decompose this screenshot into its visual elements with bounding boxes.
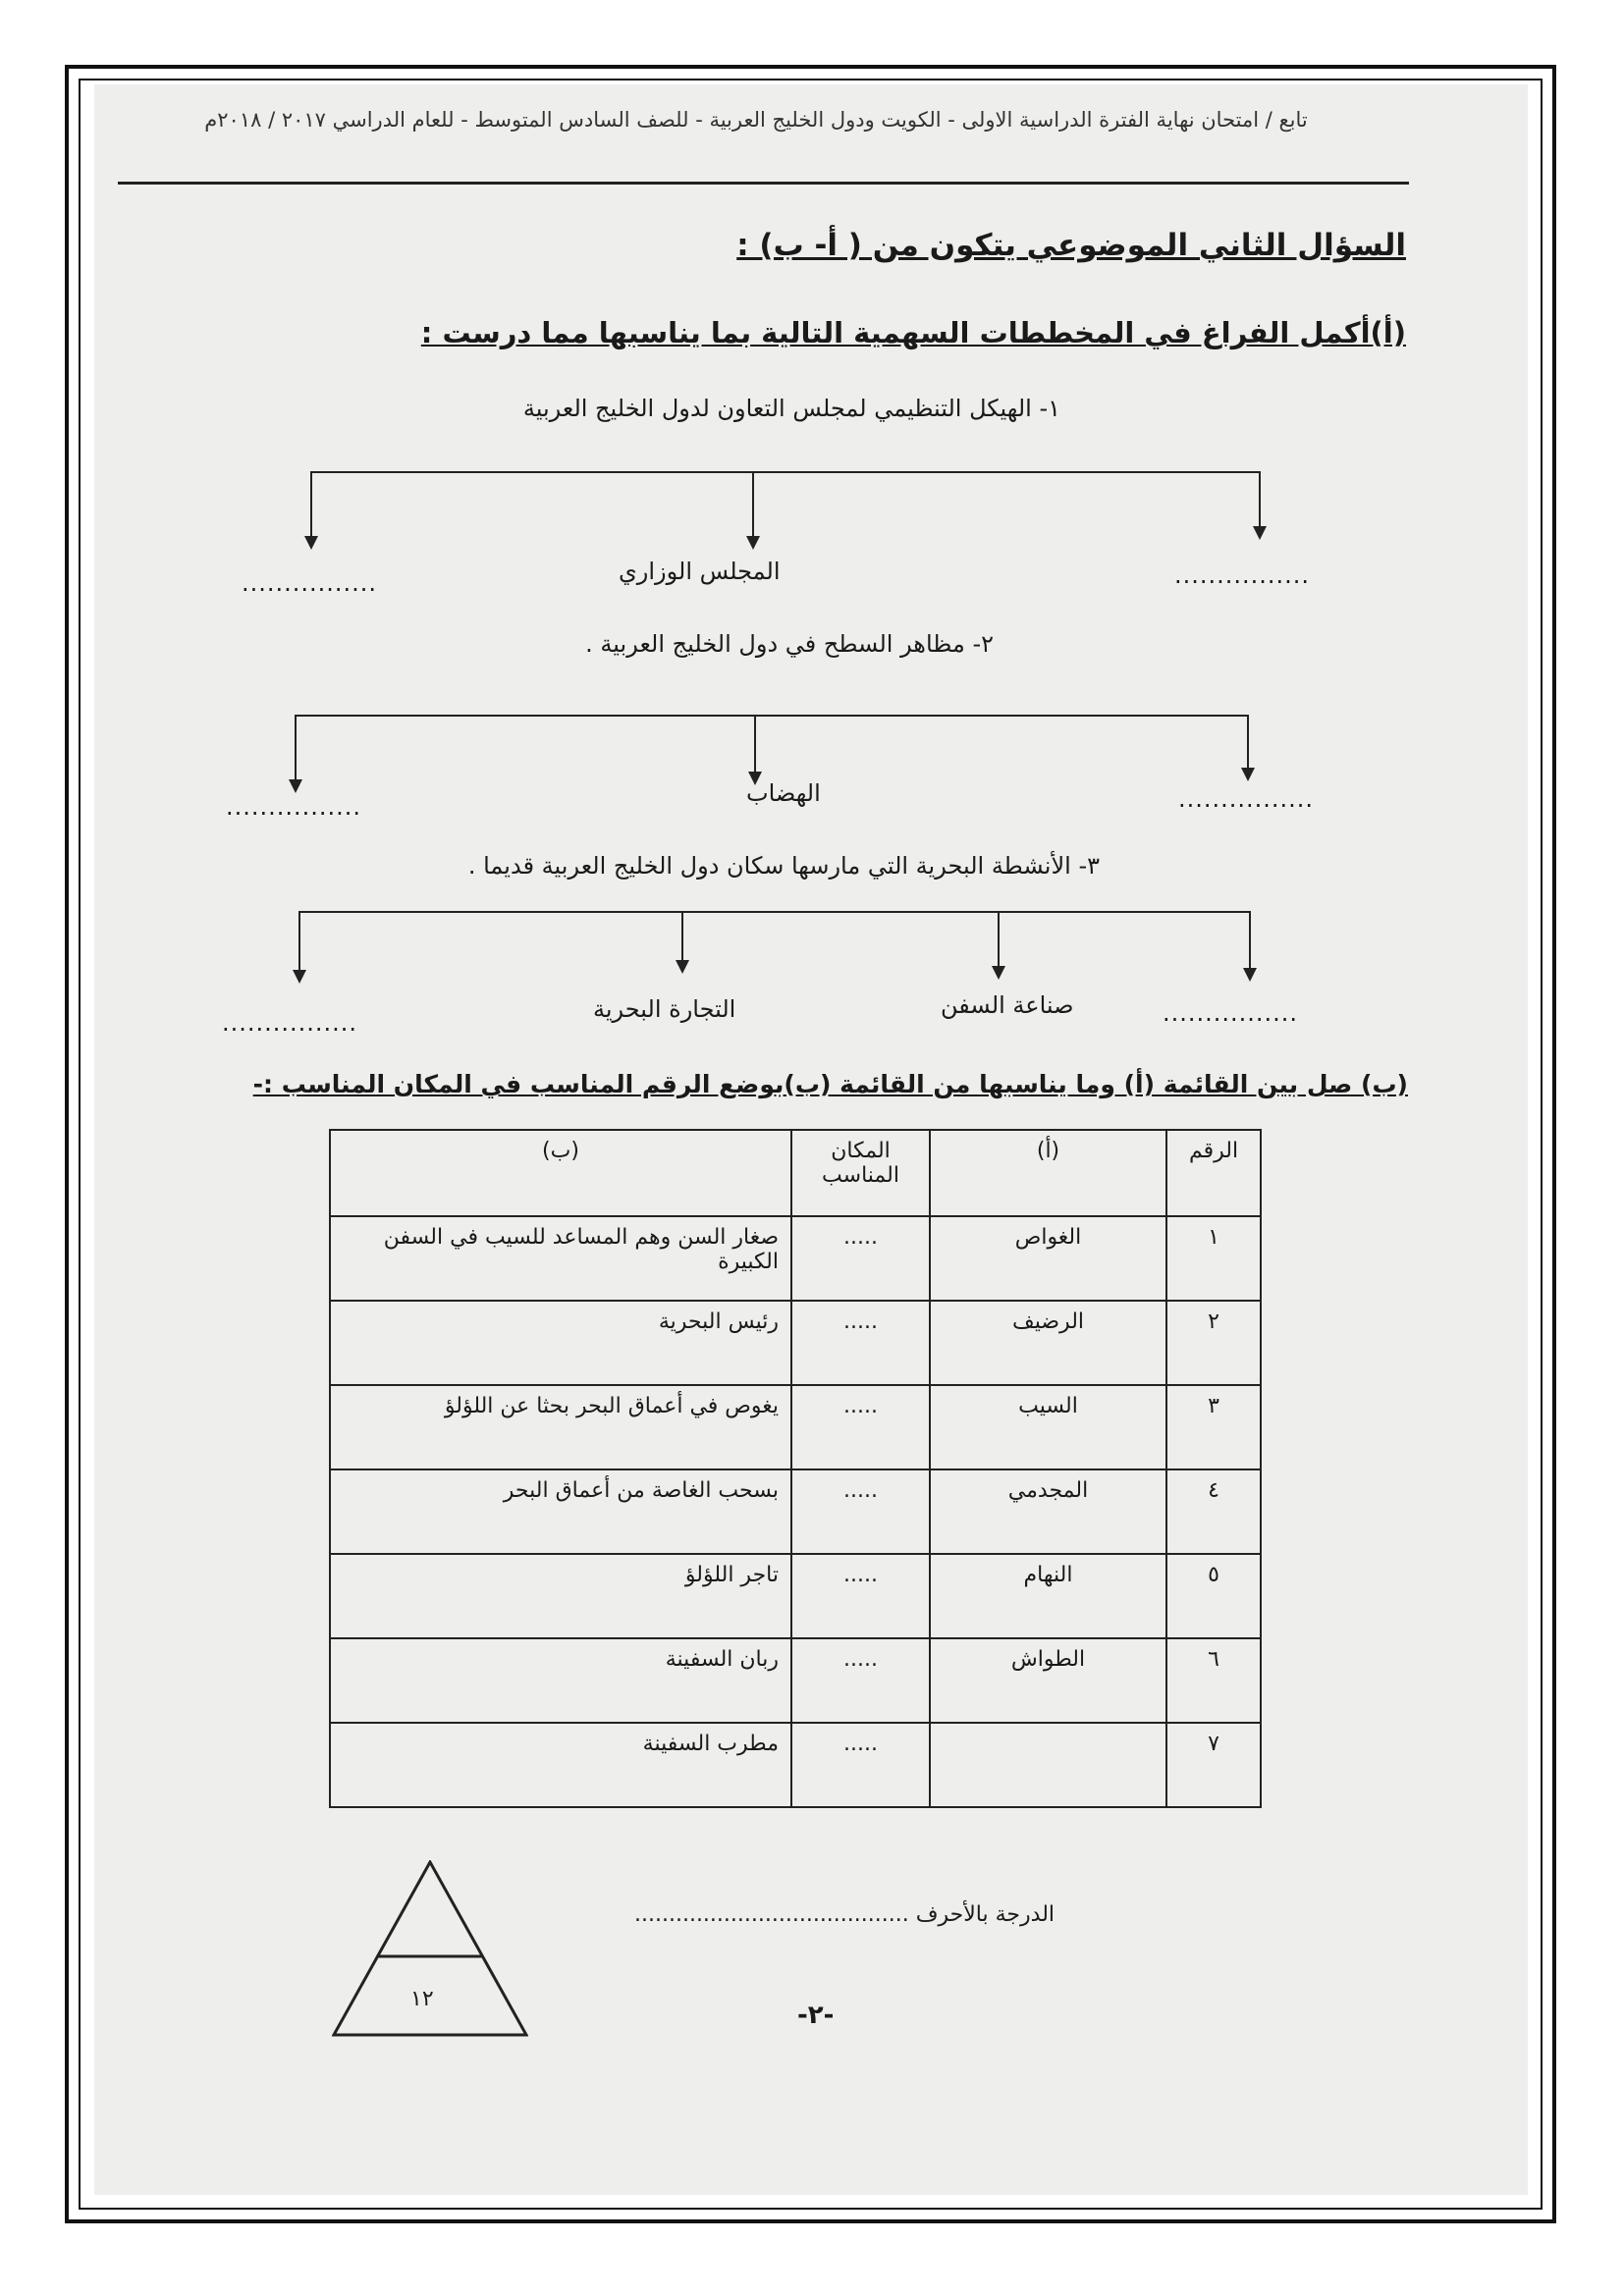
row-answer-blank[interactable]: ..... xyxy=(791,1216,930,1301)
diagram-3-item-ships: صناعة السفن xyxy=(941,991,1074,1019)
part-b-title: (ب) صل بين القائمة (أ) وما يناسبها من القائمة (ب)بوضع الرقم المناسب في المكان المناسب :- xyxy=(252,1070,1408,1098)
diagram-2-blank-left[interactable]: ................ xyxy=(226,793,362,821)
row-num: ٤ xyxy=(1166,1469,1261,1554)
exam-header: تابع / امتحان نهاية الفترة الدراسية الاولى - الكويت ودول الخليج العربية - للصف السادس المتوسط - للعام الدراسي ٢٠١٧ / ٢٠١٨م xyxy=(204,108,1308,132)
grade-in-letters-field[interactable]: الدرجة بالأحرف ........................................ xyxy=(634,1902,1056,1927)
matching-table xyxy=(329,1129,1262,1808)
row-num: ٦ xyxy=(1166,1638,1261,1723)
row-answer-blank[interactable]: ..... xyxy=(791,1554,930,1638)
table-header-row xyxy=(330,1130,1261,1216)
row-item-a: الطواش xyxy=(930,1638,1166,1723)
diagram-2-heading: ٢- مظاهر السطح في دول الخليج العربية . xyxy=(585,630,994,658)
header-place: المكان المناسب xyxy=(791,1130,930,1216)
header-b: (ب) xyxy=(330,1130,791,1216)
row-num: ١ xyxy=(1166,1216,1261,1301)
page-number: -٢- xyxy=(797,2001,835,2030)
table-row xyxy=(330,1301,1261,1385)
row-num: ٣ xyxy=(1166,1385,1261,1469)
part-a-title: (أ)أكمل الفراغ في المخططات السهمية التالية بما يناسبها مما درست : xyxy=(420,316,1406,349)
row-item-a: السيب xyxy=(930,1385,1166,1469)
diagram-3-item-trade: التجارة البحرية xyxy=(593,995,736,1023)
row-answer-blank[interactable]: ..... xyxy=(791,1301,930,1385)
diagram-2-blank-right[interactable]: ................ xyxy=(1178,785,1315,813)
table-row xyxy=(330,1554,1261,1638)
header-num: الرقم xyxy=(1166,1130,1261,1216)
table-row xyxy=(330,1469,1261,1554)
row-answer-blank[interactable]: ..... xyxy=(791,1638,930,1723)
row-item-b: بسحب الغاصة من أعماق البحر xyxy=(330,1469,791,1554)
question-title: السؤال الثاني الموضوعي يتكون من ( أ- ب) : xyxy=(736,228,1406,263)
score-total: ١٢ xyxy=(410,1987,434,2011)
row-item-b: مطرب السفينة xyxy=(330,1723,791,1807)
diagram-1-heading: ١- الهيكل التنظيمي لمجلس التعاون لدول الخليج العربية xyxy=(522,395,1060,422)
diagram-1-blank-left[interactable]: ................ xyxy=(242,569,378,597)
row-item-a: الغواص xyxy=(930,1216,1166,1301)
diagram-2-item-center: الهضاب xyxy=(746,779,821,807)
diagram-3-blank-right[interactable]: ................ xyxy=(1163,999,1299,1027)
table-row xyxy=(330,1216,1261,1301)
header-divider xyxy=(118,182,1409,185)
row-item-b: صغار السن وهم المساعد للسيب في السفن الكبيرة xyxy=(330,1216,791,1301)
row-item-a: الرضيف xyxy=(930,1301,1166,1385)
diagram-1-item-center: المجلس الوزاري xyxy=(619,558,781,585)
diagram-3-blank-left[interactable]: ................ xyxy=(222,1009,358,1037)
diagram-1-blank-right[interactable]: ................ xyxy=(1174,561,1311,589)
row-item-a xyxy=(930,1723,1166,1807)
row-item-a: النهام xyxy=(930,1554,1166,1638)
row-item-b: رئيس البحرية xyxy=(330,1301,791,1385)
row-answer-blank[interactable]: ..... xyxy=(791,1723,930,1807)
row-item-b: ربان السفينة xyxy=(330,1638,791,1723)
row-answer-blank[interactable]: ..... xyxy=(791,1385,930,1469)
row-num: ٢ xyxy=(1166,1301,1261,1385)
table-row xyxy=(330,1723,1261,1807)
table-row xyxy=(330,1638,1261,1723)
table-row xyxy=(330,1385,1261,1469)
row-num: ٧ xyxy=(1166,1723,1261,1807)
row-num: ٥ xyxy=(1166,1554,1261,1638)
row-item-a: المجدمي xyxy=(930,1469,1166,1554)
row-item-b: يغوص في أعماق البحر بحثا عن اللؤلؤ xyxy=(330,1385,791,1469)
header-a: (أ) xyxy=(930,1130,1166,1216)
diagram-3-heading: ٣- الأنشطة البحرية التي مارسها سكان دول الخليج العربية قديما . xyxy=(467,852,1100,880)
row-item-b: تاجر اللؤلؤ xyxy=(330,1554,791,1638)
row-answer-blank[interactable]: ..... xyxy=(791,1469,930,1554)
